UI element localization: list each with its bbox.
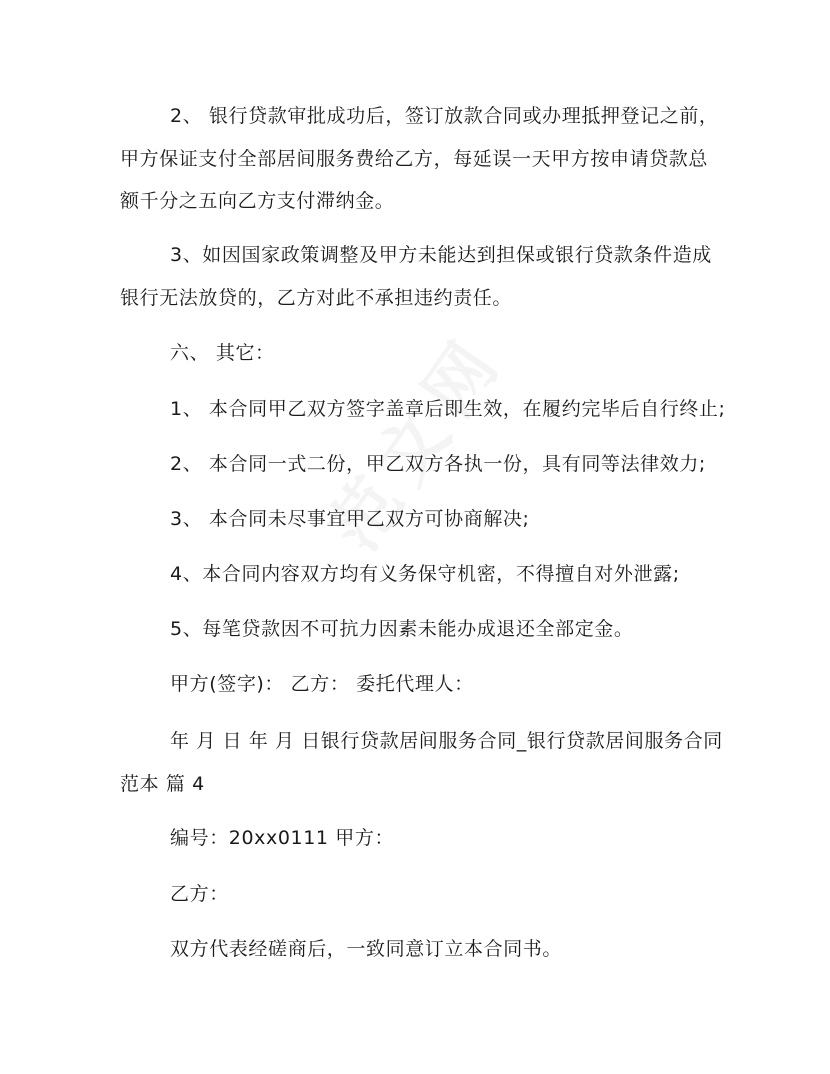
list-item-2: 2、 本合同一式二份，甲乙双方各执一份，具有同等法律效力;	[170, 453, 706, 475]
paragraph-clause-2-line-1: 2、 银行贷款审批成功后，签订放款合同或办理抵押登记之前，	[170, 105, 719, 127]
date-title-line-1: 年 月 日 年 月 日银行贷款居间服务合同_银行贷款居间服务合同	[170, 730, 723, 752]
list-item-3: 3、 本合同未尽事宜甲乙双方可协商解决;	[170, 508, 530, 530]
paragraph-clause-2-line-2: 甲方保证支付全部居间服务费给乙方，每延误一天甲方按申请贷款总	[120, 148, 709, 170]
agreement-line: 双方代表经磋商后，一致同意订立本合同书。	[170, 938, 563, 960]
paragraph-clause-3-line-1: 3、如因国家政策调整及甲方未能达到担保或银行贷款条件造成	[170, 244, 712, 266]
list-item-1: 1、 本合同甲乙双方签字盖章后即生效，在履约完毕后自行终止;	[170, 398, 726, 420]
list-item-4: 4、本合同内容双方均有义务保守机密，不得擅自对外泄露;	[170, 563, 680, 585]
paragraph-clause-2-line-3: 额千分之五向乙方支付滞纳金。	[120, 190, 395, 212]
party-b-line: 乙方：	[170, 883, 229, 905]
date-title-line-2: 范本 篇 4	[120, 773, 205, 795]
signature-line: 甲方(签字)： 乙方： 委托代理人：	[170, 673, 474, 695]
list-item-5: 5、每笔贷款因不可抗力因素未能办成退还全部定金。	[170, 618, 634, 640]
paragraph-clause-3-line-2: 银行无法放贷的，乙方对此不承担违约责任。	[120, 287, 513, 309]
contract-number-line: 编号：20xx0111 甲方：	[170, 827, 395, 849]
section-heading-other: 六、 其它：	[170, 342, 275, 364]
